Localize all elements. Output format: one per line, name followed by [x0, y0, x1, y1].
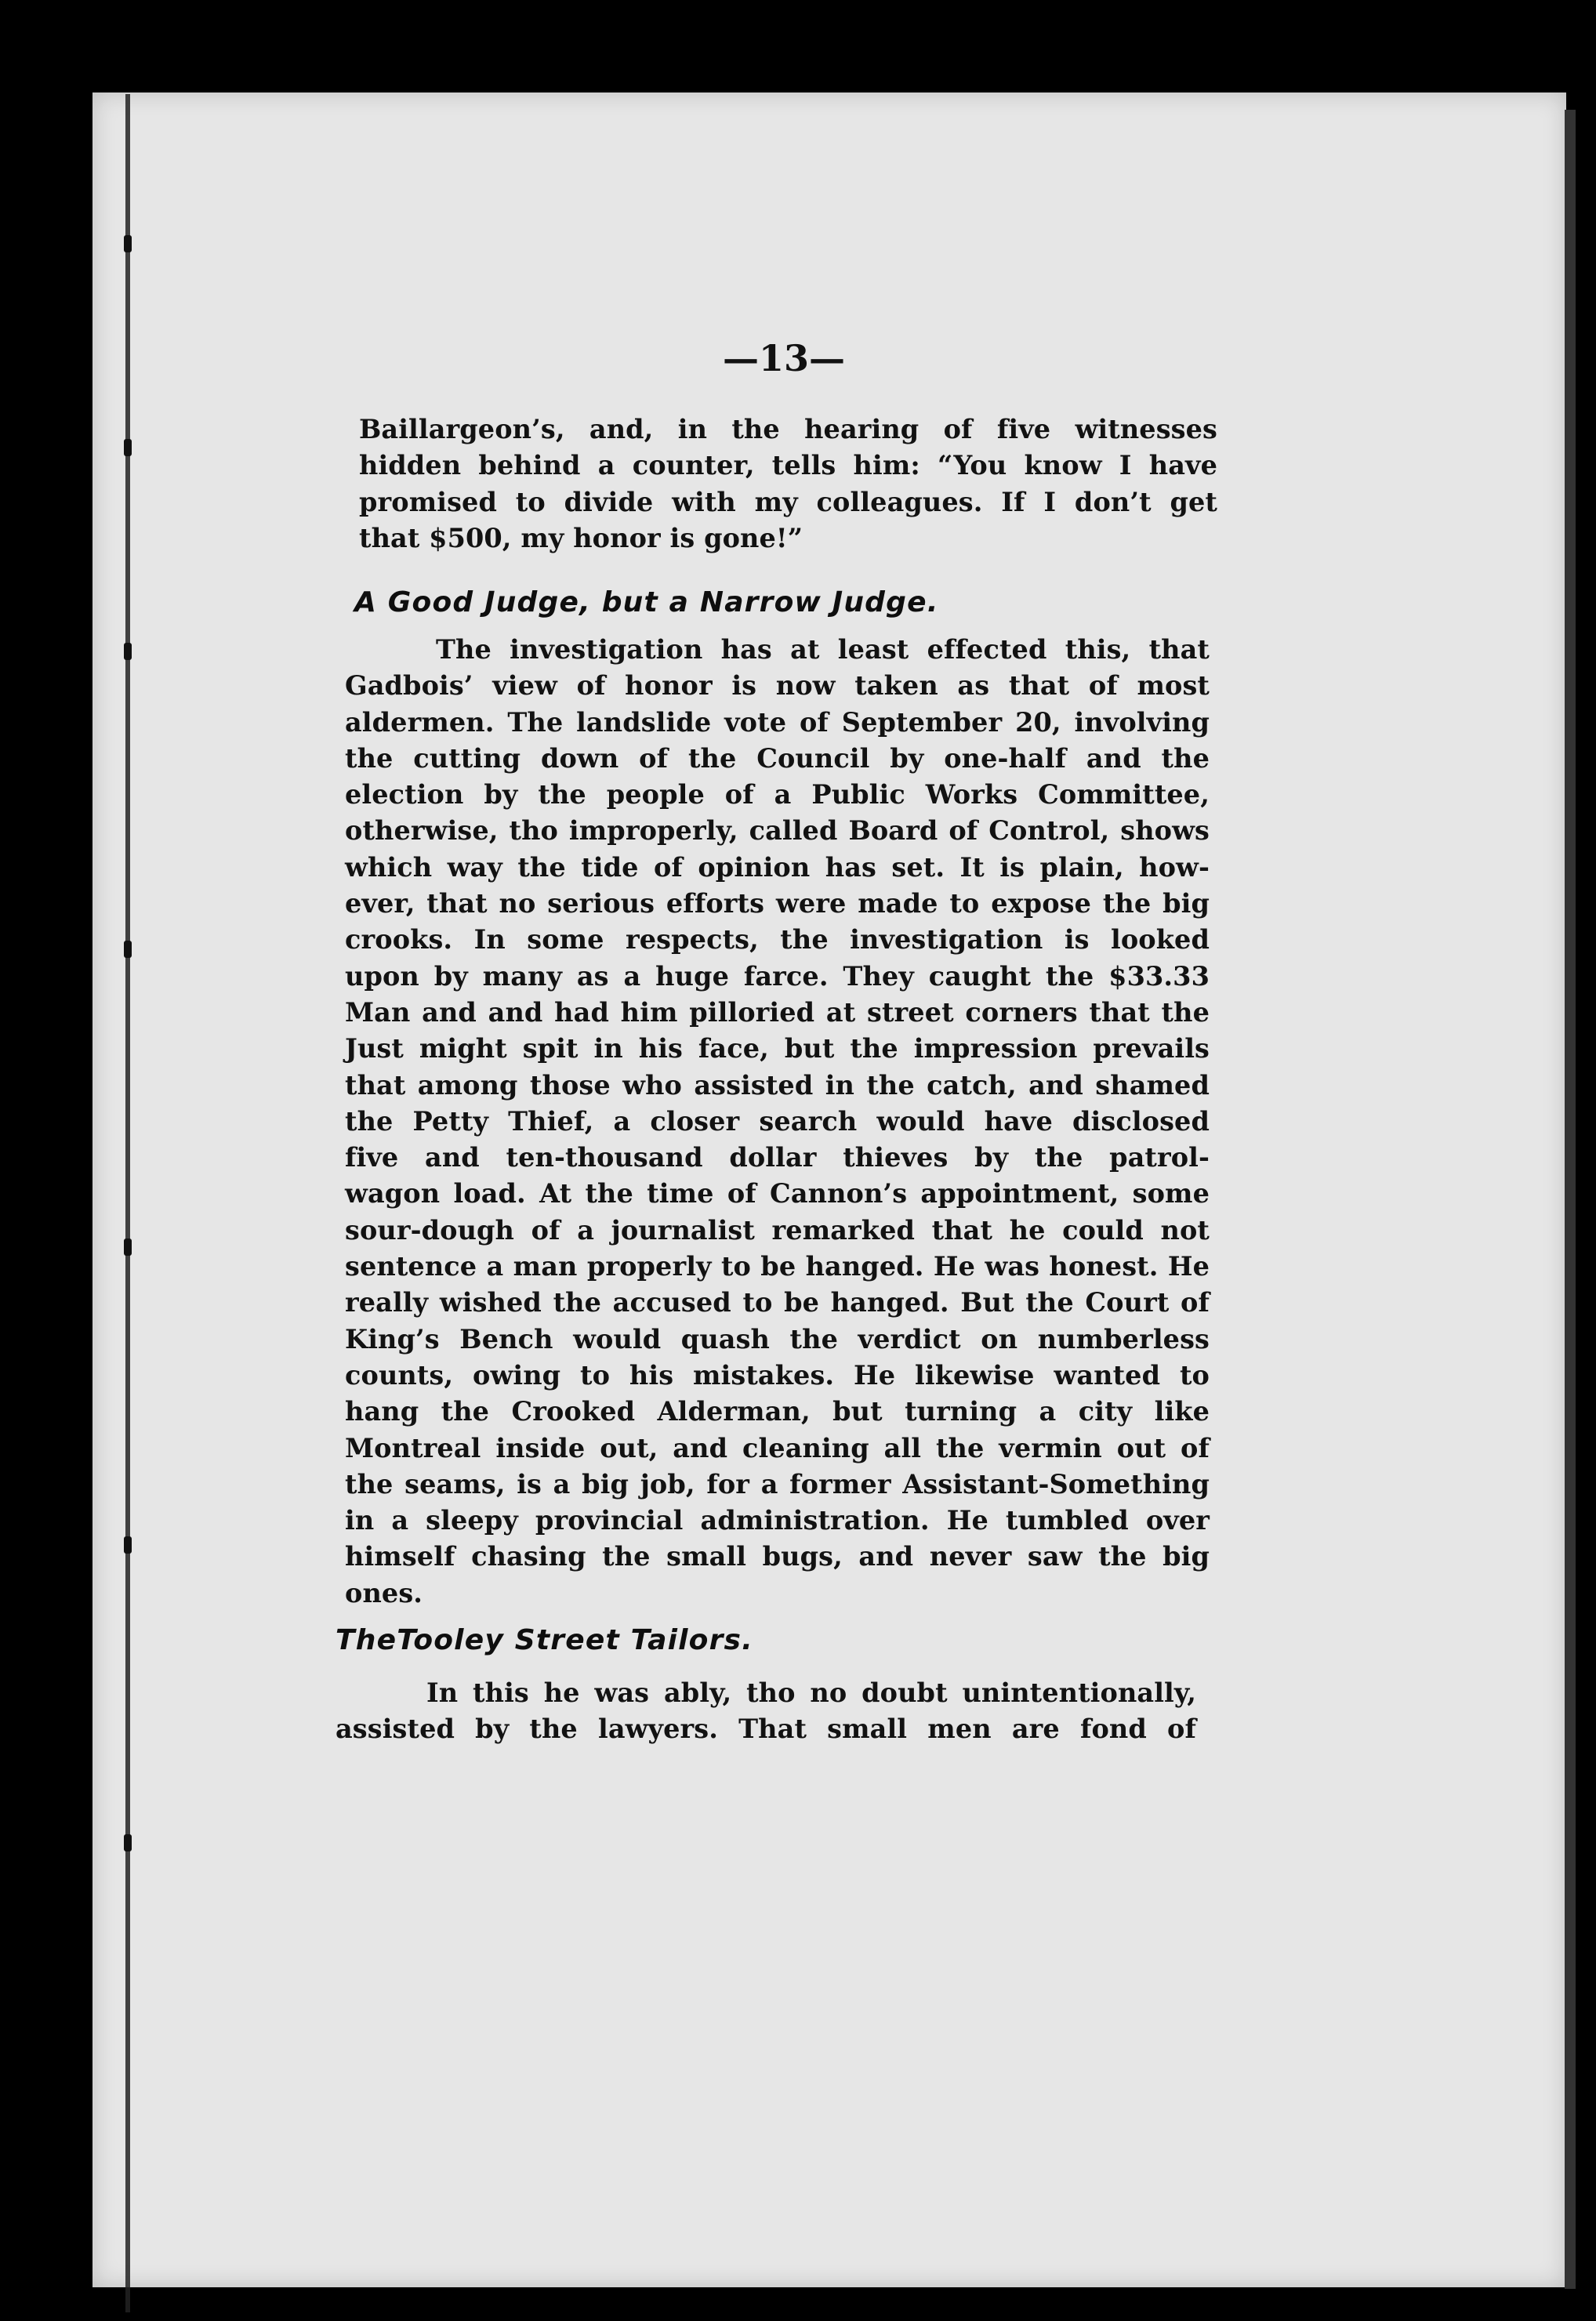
- text-line: Montreal inside out, and cleaning all the vermin out of: [345, 1432, 1210, 1463]
- text-line: otherwise, tho improperly, called Board of Control, shows: [345, 815, 1210, 847]
- text-line: ones.: [345, 1577, 423, 1608]
- body-paragraph: [345, 632, 1210, 1612]
- text-line: the seams, is a big job, for a former Assistant-Something: [345, 1468, 1210, 1500]
- text-line: The investigation has at least effected this, that: [436, 634, 1210, 665]
- text-line: promised to divide with my colleagues. If I don’t get: [359, 486, 1217, 517]
- text-line: that $500, my honor is gone!”: [359, 522, 803, 553]
- text-line: really wished the accused to be hanged. But the Court of: [345, 1287, 1210, 1318]
- text-line: Baillargeon’s, and, in the hearing of five witnesses: [359, 414, 1217, 444]
- text-line: sentence a man properly to be hanged. He was honest. He: [345, 1251, 1210, 1282]
- text-line: Just might spit in his face, but the impression prevails: [345, 1033, 1210, 1064]
- text-line: himself chasing the small bugs, and never saw the big: [345, 1541, 1210, 1572]
- text-line: ever, that no serious efforts were made to expose the big: [345, 888, 1210, 919]
- text-line: that among those who assisted in the catch, and shamed: [345, 1069, 1210, 1101]
- binding-thread-mark: [124, 1834, 132, 1851]
- text-line: hang the Crooked Alderman, but turning a city like: [345, 1396, 1210, 1427]
- binding-thread-mark: [124, 1238, 132, 1256]
- binding-thread-mark: [124, 643, 132, 660]
- text-line: election by the people of a Public Works Committee,: [345, 779, 1210, 811]
- text-line: wagon load. At the time of Cannon’s appointment, some: [345, 1178, 1210, 1209]
- text-line: hidden behind a counter, tells him: “You know I have: [359, 450, 1217, 481]
- text-line: King’s Bench would quash the verdict on numberless: [345, 1323, 1210, 1355]
- text-line: in a sleepy provincial administration. He tumbled over: [345, 1505, 1210, 1536]
- section-heading: A Good Judge, but a Narrow Judge.: [354, 586, 939, 618]
- binding-thread-mark: [124, 235, 132, 252]
- binding-thread-mark: [124, 941, 132, 958]
- section-heading: TheTooley Street Tailors.: [336, 1624, 754, 1656]
- text-line: the Petty Thief, a closer search would have disclosed: [345, 1105, 1210, 1137]
- text-line: counts, owing to his mistakes. He likewise wanted to: [345, 1359, 1210, 1391]
- text-line: crooks. In some respects, the investigation is looked: [345, 924, 1210, 956]
- page-number: —13—: [722, 337, 845, 379]
- text-line: upon by many as a huge farce. They caught the $33.33: [345, 960, 1210, 992]
- text-line: the cutting down of the Council by one-half and the: [345, 742, 1210, 774]
- binding-thread-mark: [124, 439, 132, 456]
- binding-thread-mark: [124, 1536, 132, 1554]
- intro-paragraph: [359, 412, 1217, 557]
- binding-gutter: [125, 94, 130, 2312]
- text-line: Gadbois’ view of honor is now taken as that of most: [345, 670, 1210, 702]
- text-line: Man and and had him pilloried at street corners that the: [345, 996, 1210, 1028]
- text-line: In this he was ably, tho no doubt unintentionally,: [426, 1677, 1196, 1708]
- page-edge: [1565, 110, 1576, 2289]
- body-paragraph: [336, 1675, 1196, 1748]
- text-line: which way the tide of opinion has set. It is plain, how-: [345, 851, 1210, 883]
- text-line: sour-dough of a journalist remarked that he could not: [345, 1214, 1210, 1246]
- text-line: five and ten-thousand dollar thieves by the patrol-: [345, 1142, 1210, 1173]
- text-line: assisted by the lawyers. That small men are fond of: [336, 1714, 1196, 1745]
- text-line: aldermen. The landslide vote of September 20, involving: [345, 706, 1210, 738]
